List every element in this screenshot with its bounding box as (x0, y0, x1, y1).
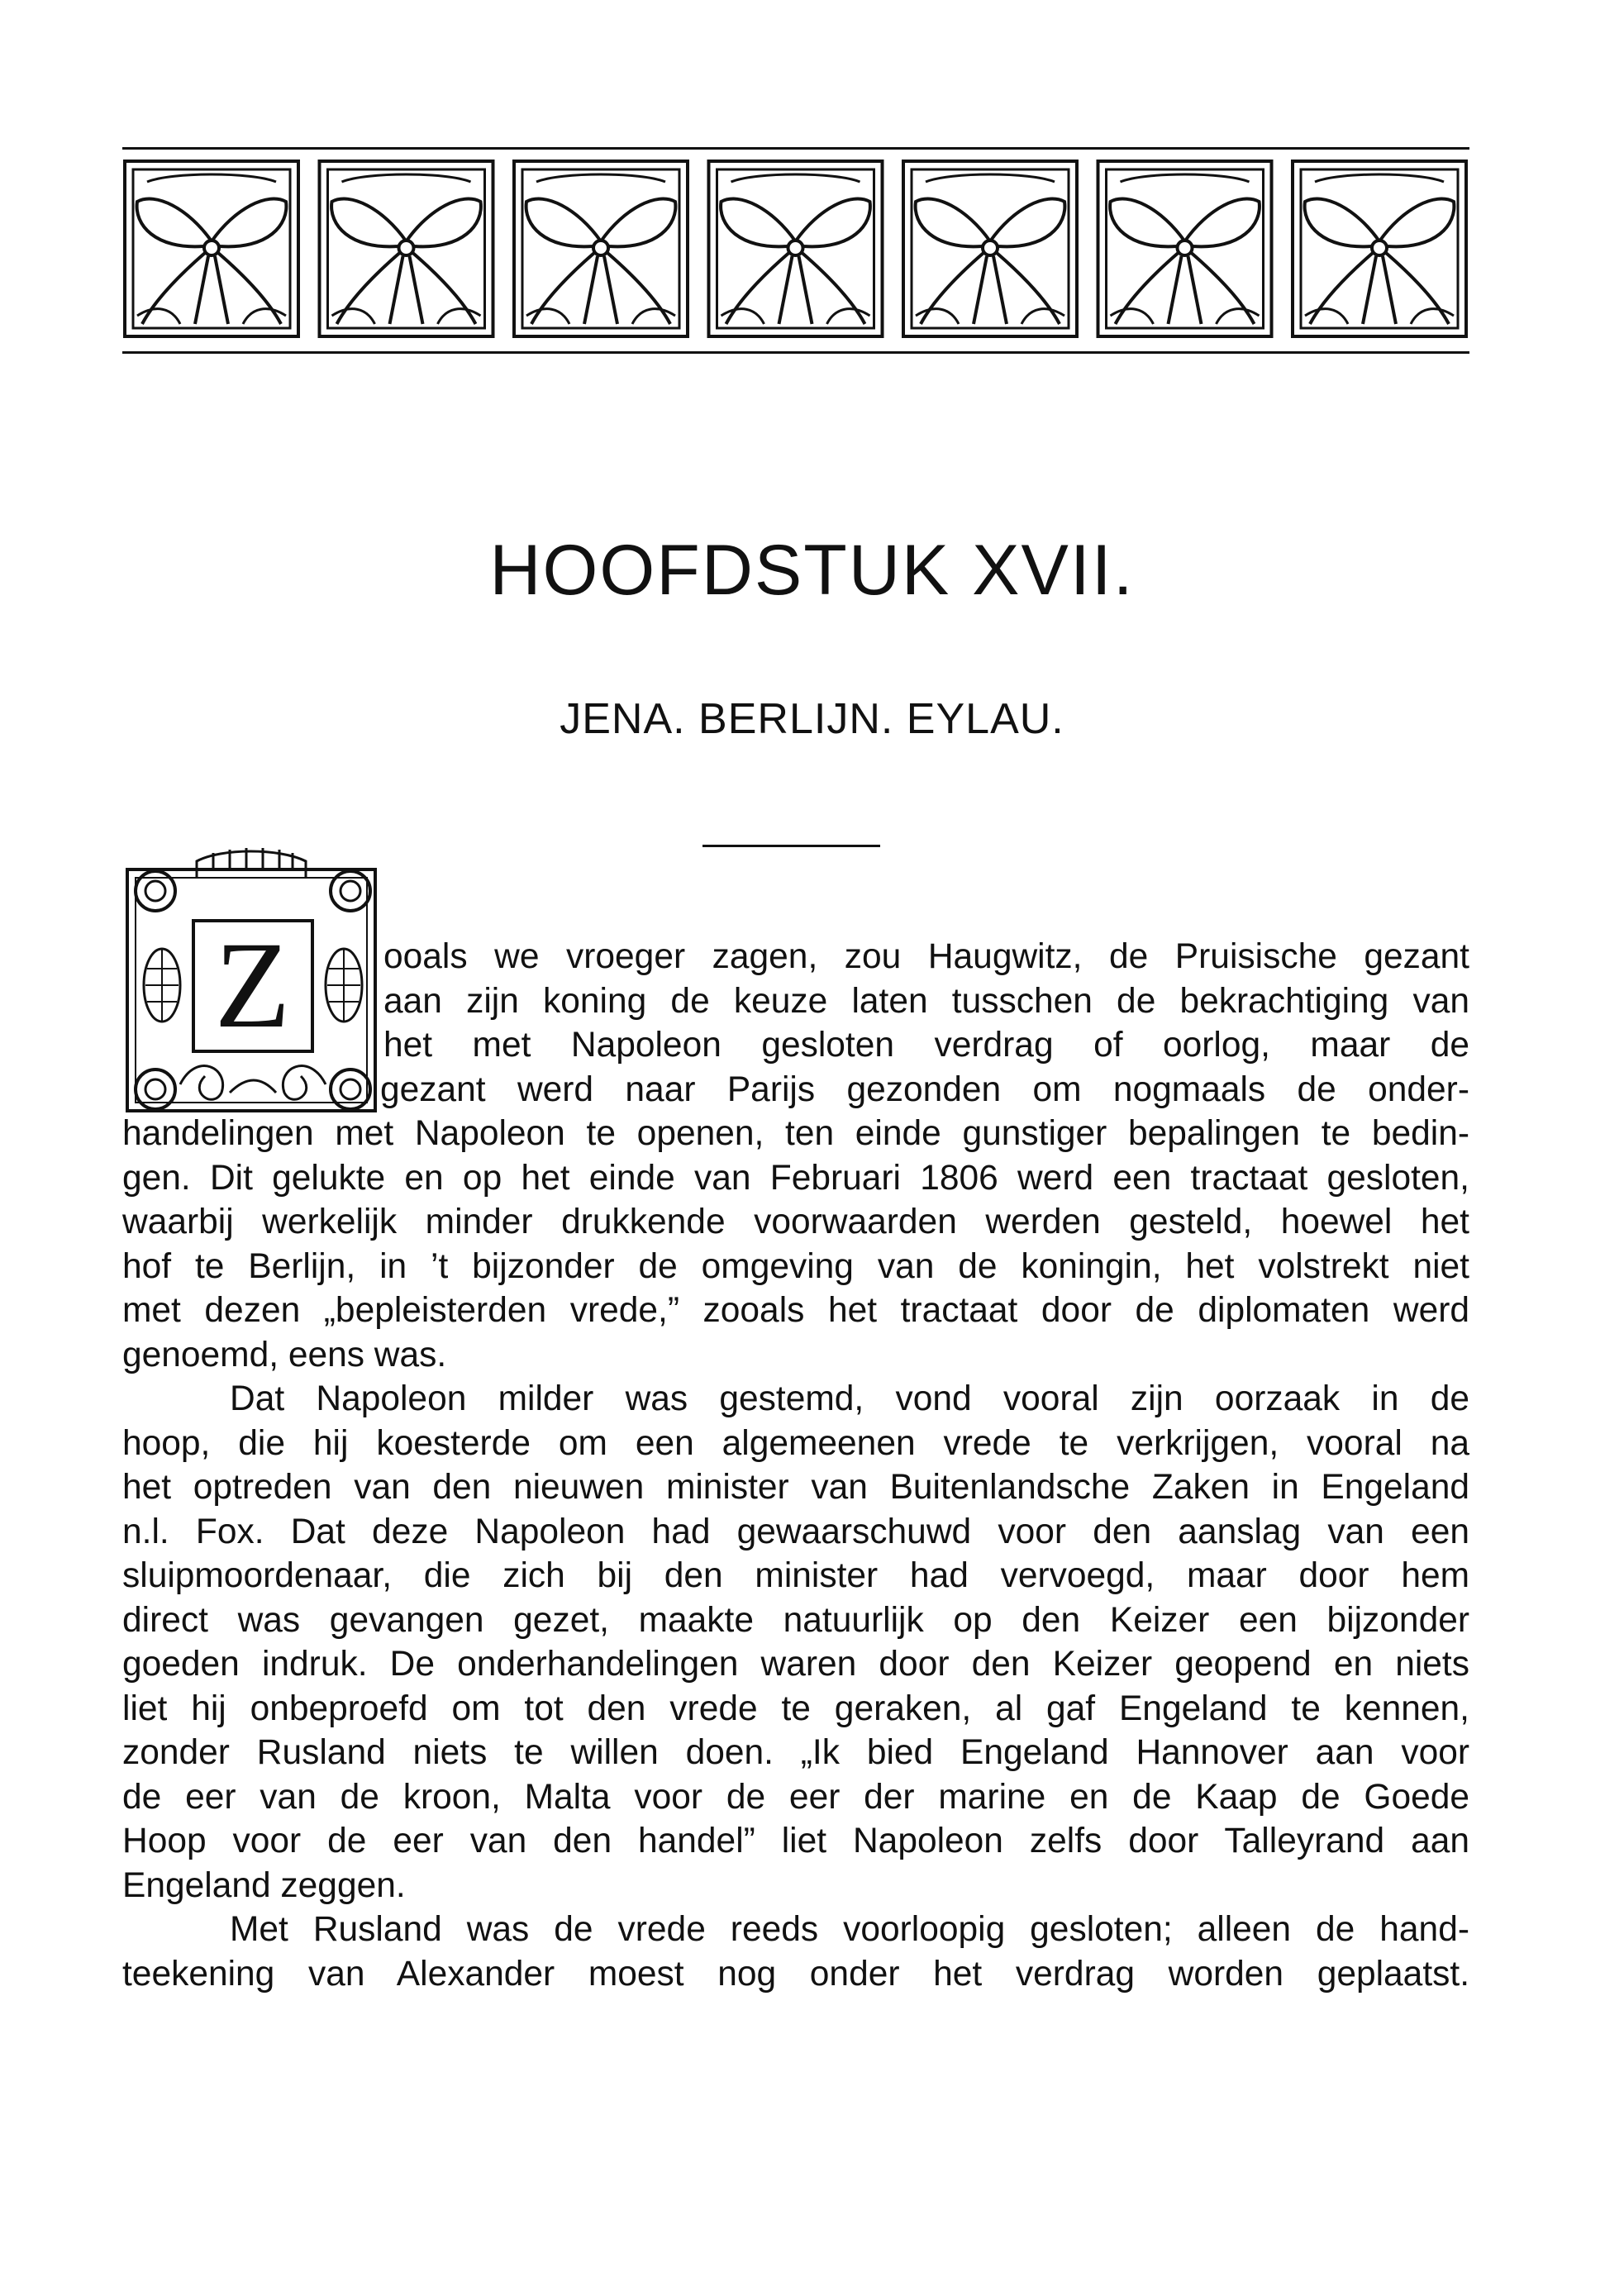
text-line: zonder Rusland niets te willen doen. „Ik bied Engeland Hannover aan voor (122, 1733, 1469, 1772)
text-line: Met Rusland was de vrede reeds voorloopig gesloten; alleen de hand- (230, 1910, 1469, 1949)
text-line: het met Napoleon gesloten verdrag of oorlog, maar de (383, 1026, 1469, 1065)
text-line: sluipmoordenaar, die zich bij den minister had vervoegd, maar door hem (122, 1556, 1469, 1595)
chapter-title: HOOFDSTUK XVII. (489, 531, 1135, 610)
text-line: de eer van de kroon, Malta voor de eer der marine en de Kaap de Goede (122, 1777, 1469, 1817)
text-line: Engeland zeggen. (122, 1865, 406, 1905)
text-line: liet hij onbeproefd om tot den vrede te geraken, al gaf Engeland te kennen, (122, 1689, 1469, 1728)
text-line: n.l. Fox. Dat deze Napoleon had gewaarschuwd voor den aanslag van een (122, 1512, 1469, 1551)
bow-ornament-icon (122, 159, 1469, 339)
ornamental-header-band (122, 159, 1469, 339)
text-line: gen. Dit gelukte en op het einde van Februari 1806 werd een tractaat gesloten, (122, 1158, 1469, 1198)
chapter-subtitle: JENA. BERLIJN. EYLAU. (560, 695, 1064, 743)
text-line: het optreden van den nieuwen minister van Buitenlandsche Zaken in Engeland (122, 1468, 1469, 1507)
text-line: waarbij werkelijk minder drukkende voorwaarden werden gesteld, hoewel het (122, 1203, 1469, 1241)
text-line: hof te Berlijn, in ’t bijzonder de omgeving van de koningin, het volstrekt niet (122, 1246, 1469, 1286)
drop-cap-letter: Z (214, 917, 291, 1054)
section-divider (702, 845, 880, 847)
text-line: ooals we vroeger zagen, zou Haugwitz, de Pruisische gezant (383, 937, 1469, 976)
header-rule-bottom (122, 351, 1469, 354)
text-line: direct was gevangen gezet, maakte natuurlijk op den Keizer een bijzonder (122, 1600, 1469, 1640)
paragraph-1 (122, 1112, 1469, 1377)
text-line: met dezen „bepleisterden vrede,” zooals het tractaat door de diplomaten werd (122, 1291, 1469, 1330)
paragraph-2 (122, 1377, 1469, 1908)
text-line: gezant werd naar Parijs gezonden om nogmaals de onder- (380, 1069, 1469, 1109)
text-line: teekening van Alexander moest nog onder het verdrag worden geplaatst. (122, 1954, 1469, 1994)
text-line: handelingen met Napoleon te openen, ten einde gunstiger bepalingen te bedin- (122, 1114, 1469, 1153)
text-line: aan zijn koning de keuze laten tusschen de bekrachtiging van (383, 981, 1469, 1021)
text-line: Dat Napoleon milder was gestemd, vond vooral zijn oorzaak in de (230, 1379, 1469, 1418)
paragraph-3 (122, 1908, 1469, 1996)
text-line: hoop, die hij koesterde om een algemeenen vrede te verkrijgen, vooral na (122, 1423, 1469, 1463)
text-line: goeden indruk. De onderhandelingen waren door den Keizer geopend en niets (122, 1645, 1469, 1684)
text-line: genoemd, eens was. (122, 1335, 447, 1374)
header-rule-top (122, 147, 1469, 150)
dropcap-paragraph-lines (122, 935, 1469, 1112)
text-line: Hoop voor de eer van den handel” liet Napoleon zelfs door Talleyrand aan (122, 1822, 1469, 1860)
